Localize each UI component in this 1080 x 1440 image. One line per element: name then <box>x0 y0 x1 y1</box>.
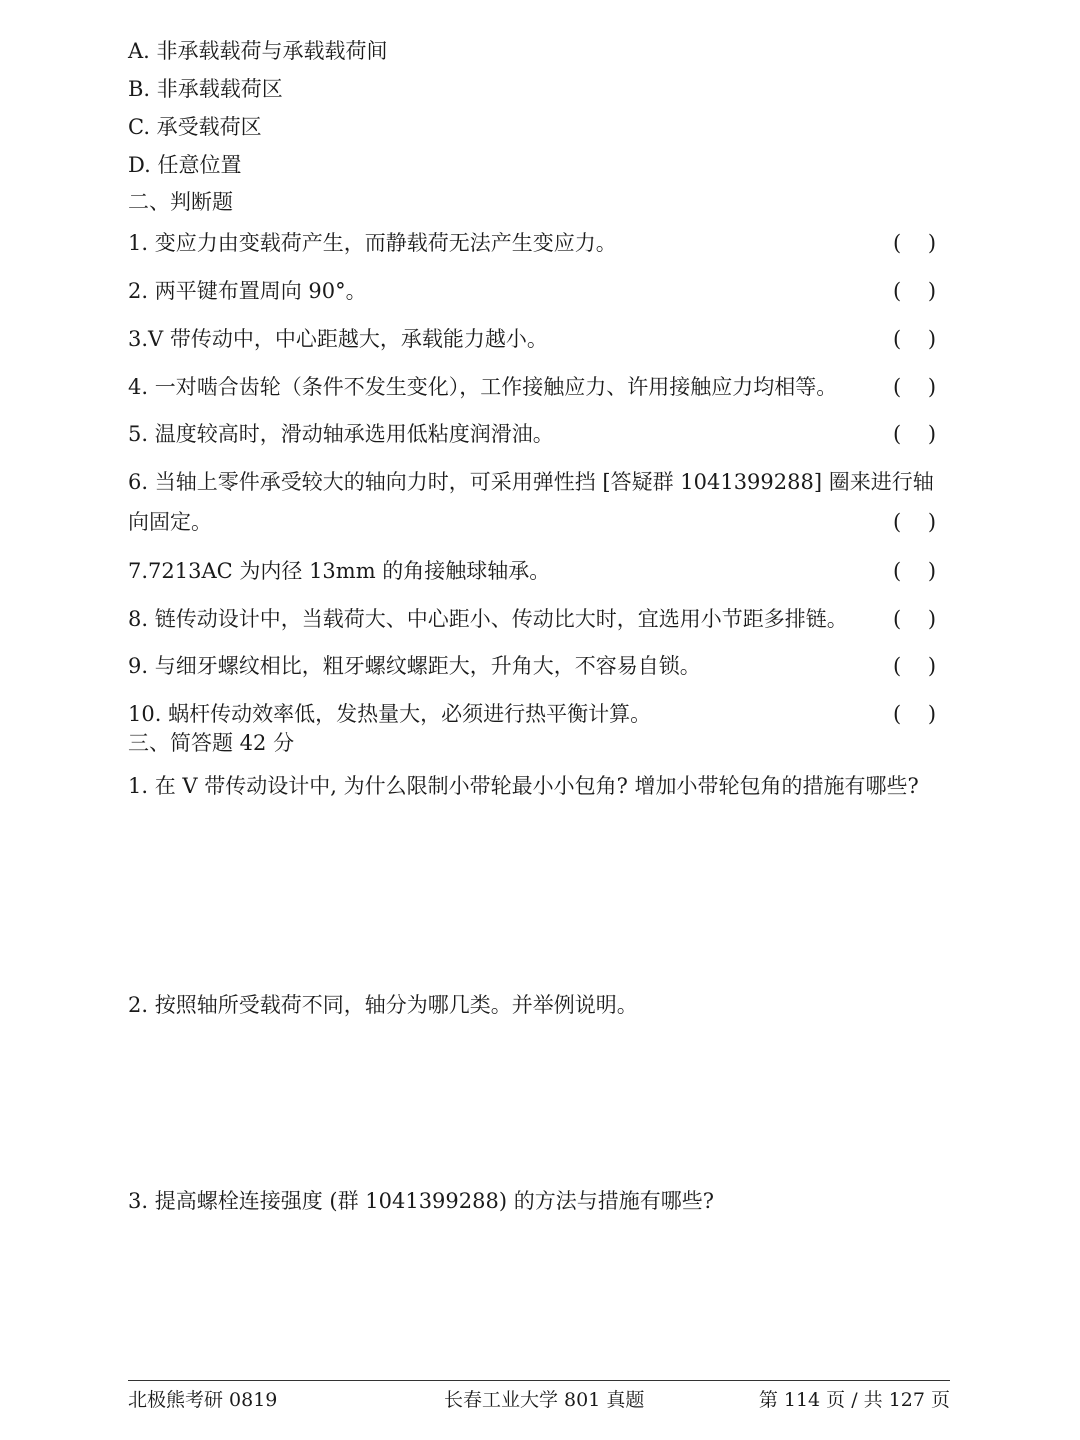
footer-divider <box>128 1380 950 1381</box>
answer-blank: ( ) <box>893 559 937 583</box>
section-heading-true-false: 二、判断题 <box>128 190 233 214</box>
answer-blank: ( ) <box>893 607 937 631</box>
answer-blank: ( ) <box>893 510 937 534</box>
answer-blank: ( ) <box>893 654 937 678</box>
tf-question-4: 4. 一对啮合齿轮（条件不发生变化），工作接触应力、许用接触应力均相等。 <box>128 375 838 399</box>
tf-question-9: 9. 与细牙螺纹相比，粗牙螺纹螺距大，升角大，不容易自锁。 <box>128 654 701 678</box>
footer-page-number: 第 114 页 / 共 127 页 <box>758 1389 950 1411</box>
footer-center-text: 长春工业大学 801 真题 <box>444 1389 645 1411</box>
tf-question-2: 2. 两平键布置周向 90°。 <box>128 279 367 303</box>
tf-question-3: 3.V 带传动中，中心距越大，承载能力越小。 <box>128 327 548 351</box>
answer-blank: ( ) <box>893 375 937 399</box>
answer-blank: ( ) <box>893 422 937 446</box>
short-answer-question-2: 2. 按照轴所受载荷不同，轴分为哪几类。并举例说明。 <box>128 993 638 1017</box>
tf-question-1: 1. 变应力由变载荷产生，而静载荷无法产生变应力。 <box>128 231 617 255</box>
tf-question-7: 7.7213AC 为内径 13mm 的角接触球轴承。 <box>128 559 551 583</box>
tf-question-5: 5. 温度较高时，滑动轴承选用低粘度润滑油。 <box>128 422 554 446</box>
tf-question-10: 10. 蜗杆传动效率低，发热量大，必须进行热平衡计算。 <box>128 702 652 726</box>
short-answer-question-3: 3. 提高螺栓连接强度 (群 1041399288) 的方法与措施有哪些? <box>128 1189 714 1213</box>
footer-left-text: 北极熊考研 0819 <box>128 1389 278 1411</box>
short-answer-question-1: 1. 在 V 带传动设计中, 为什么限制小带轮最小小包角? 增加小带轮包角的措施有哪些? <box>128 774 919 798</box>
tf-question-8: 8. 链传动设计中，当载荷大、中心距小、传动比大时，宜选用小节距多排链。 <box>128 607 848 631</box>
answer-blank: ( ) <box>893 279 937 303</box>
answer-blank: ( ) <box>893 231 937 255</box>
answer-blank: ( ) <box>893 327 937 351</box>
choice-option-d: D. 任意位置 <box>128 153 242 177</box>
choice-option-a: A. 非承载载荷与承载载荷间 <box>128 39 388 63</box>
tf-question-6: 6. 当轴上零件承受较大的轴向力时，可采用弹性挡 [答疑群 1041399288] 圈来进行轴向固定。 <box>128 470 934 534</box>
choice-option-c: C. 承受载荷区 <box>128 115 262 139</box>
answer-blank: ( ) <box>893 702 937 726</box>
section-heading-short-answer: 三、简答题 42 分 <box>128 731 295 755</box>
choice-option-b: B. 非承载载荷区 <box>128 77 283 101</box>
